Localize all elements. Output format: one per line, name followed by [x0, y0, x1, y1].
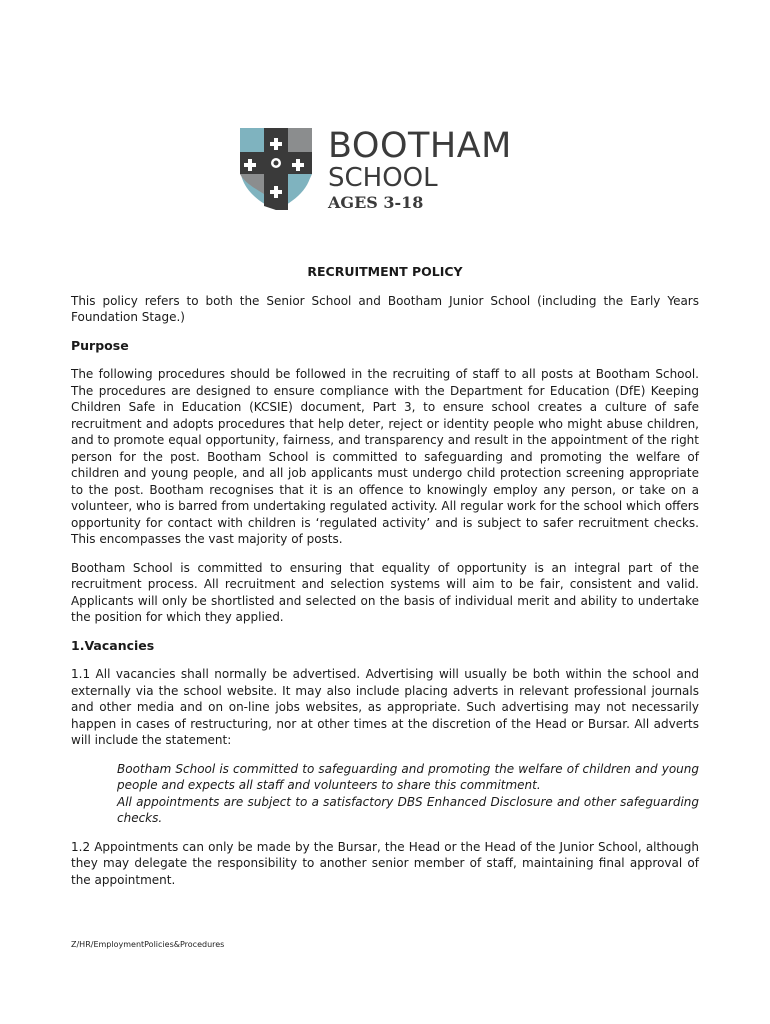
- shield-crest-icon: [238, 126, 314, 212]
- vacancies-heading: 1.Vacancies: [71, 637, 155, 653]
- school-logo: [238, 126, 538, 216]
- statement-safeguarding: Bootham School is committed to safeguarding and promoting the welfare of children and young people and expects all staff and volunteers to share this commitment.: [117, 761, 699, 792]
- vacancies-paragraph-1-2: 1.2 Appointments can only be made by the Bursar, the Head or the Head of the Junior School, although they may delegate the responsibility to another senior member of staff, maintaining final approval of the appointment.: [71, 839, 699, 887]
- logo-line-school: SCHOOL: [328, 163, 438, 193]
- purpose-paragraph-1: The following procedures should be followed in the recruiting of staff to all posts at Bootham School. The procedures are designed to ensure compliance with the Department for Education (DfE) Keeping Children Safe in Education (KCSIE) document, Part 3, to ensure school creates a culture of safe recruitment and adopts procedures that help deter, reject or identity people who might abuse children, and to promote equal opportunity, fairness, and transparency and result in the appointment of the right person for the post. Bootham School is committed to safeguarding and promoting the welfare of children and young people, and all job applicants must undergo child protection screening appropriate to the post. Bootham recognises that it is an offence to knowingly employ any person, or take on a volunteer, who is barred from undertaking regulated activity. All regular work for the school which offers opportunity for contact with children is ‘regulated activity’ and is subject to safer recruitment checks. This encompasses the vast majority of posts.: [71, 367, 699, 546]
- vacancies-paragraph-1-1: 1.1 All vacancies shall normally be advertised. Advertising will usually be both within the school and externally via the school website. It may also include placing adverts in relevant professional journals and other media and on on-line jobs websites, as appropriate. Such advertising may not necessarily happen in cases of restructuring, nor at other times at the discretion of the Head or Bursar. All adverts will include the statement:: [71, 667, 699, 747]
- logo-line-ages: AGES 3-18: [328, 193, 424, 212]
- intro-paragraph: This policy refers to both the Senior School and Bootham Junior School (including the Early Years Foundation Stage.): [71, 293, 699, 324]
- statement-dbs: All appointments are subject to a satisfactory DBS Enhanced Disclosure and other safeguarding checks.: [117, 794, 699, 825]
- document-body: [71, 264, 699, 900]
- footer-path: Z/HR/EmploymentPolicies&Procedures: [71, 940, 225, 949]
- purpose-heading: Purpose: [71, 337, 129, 353]
- advert-statement: [117, 761, 699, 827]
- logo-line-bootham: BOOTHAM: [328, 126, 512, 166]
- page-title: RECRUITMENT POLICY: [307, 264, 463, 279]
- purpose-paragraph-2: Bootham School is committed to ensuring that equality of opportunity is an integral part of the recruitment process. All recruitment and selection systems will aim to be fair, consistent and valid. Applicants will only be shortlisted and selected on the basis of individual merit and ability to undertake the position for which they applied.: [71, 560, 699, 624]
